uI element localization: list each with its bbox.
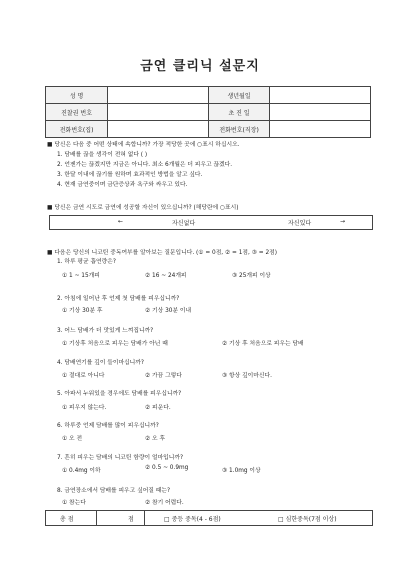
question-7: 7. 흔히 피우는 담배의 니코틴 함량이 얼마입니까? — [57, 455, 184, 461]
question-5: 5. 아파서 누워있을 경우에도 담배를 피우십니까? — [57, 391, 182, 397]
q3-option-1[interactable]: ① 기상후 처음으로 피우는 담배가 아닌 때 — [62, 341, 168, 347]
patient-info-table — [45, 86, 371, 138]
q1-option-2[interactable]: ② 16 ~ 24개피 — [145, 273, 187, 279]
section2-heading: ■ 당신은 금연 시도로 금연에 성공할 자신이 있으십니까? (해당란에 ○표시) — [47, 205, 239, 211]
home-phone-field[interactable] — [108, 121, 209, 138]
home-phone-label: 전화번호(집) — [46, 121, 108, 138]
chart-number-field[interactable] — [108, 104, 209, 121]
total-label: 총 점 — [60, 516, 74, 523]
q3-option-2[interactable]: ② 기상 후 처음으로 피우는 담배 — [222, 341, 304, 347]
confidence-scale[interactable] — [49, 215, 373, 230]
q5-option-1[interactable]: ① 피우지 않는다. — [62, 405, 107, 411]
q4-option-3[interactable]: ③ 항상 깊이마신다. — [222, 373, 272, 379]
question-2: 2. 아침에 일어난 후 언제 첫 담배를 피우십니까? — [57, 296, 180, 302]
question-1: 1. 하루 평균 흡연량은? — [57, 259, 116, 265]
q2-option-1[interactable]: ① 기상 30분 후 — [62, 308, 103, 314]
q7-option-3[interactable]: ③ 1.0mg 이상 — [222, 468, 261, 474]
work-phone-label: 전화번호(직장) — [209, 121, 269, 138]
section1-heading: ■ 당신은 다음 중 어떤 상태에 속합니까? 가장 적당한 곳에 ○표시 하십시오. — [47, 142, 240, 148]
first-visit-label: 초 진 일 — [209, 104, 269, 121]
q4-option-1[interactable]: ① 절대로 아니다 — [62, 373, 105, 379]
name-field[interactable] — [108, 87, 209, 104]
q1-option-3[interactable]: ③ 25개피 이상 — [232, 273, 271, 279]
q6-option-2[interactable]: ② 오 후 — [145, 436, 166, 442]
q2-option-2[interactable]: ② 기상 30분 이내 — [145, 308, 192, 314]
severe-addiction-checkbox[interactable]: □ 심한중독(7점 이상) — [278, 516, 337, 523]
stage-option-3[interactable]: 3. 한달 이내에 끊기를 원하며 효과적인 방법을 알고 싶다. — [57, 172, 203, 178]
question-3: 3. 어느 담배가 더 맛있게 느껴집니까? — [57, 328, 154, 334]
work-phone-field[interactable] — [269, 121, 370, 138]
confident-label: 자신있다 — [288, 220, 312, 227]
stage-option-4[interactable]: 4. 현재 금연중이며 금단증상과 욕구와 싸우고 있다. — [57, 182, 188, 188]
name-label: 성 명 — [46, 87, 108, 104]
q8-option-1[interactable]: ① 참는다 — [62, 500, 86, 506]
q1-option-1[interactable]: ① 1 ~ 15개피 — [62, 273, 100, 279]
q6-option-1[interactable]: ① 오 전 — [62, 436, 83, 442]
not-confident-label: 자신없다 — [172, 220, 196, 227]
section3-heading: ■ 다음은 당신의 니코틴 중독여부를 알아보는 질문입니다. (① = 0점, ② = 1점, ③ = 2점) — [47, 250, 277, 256]
birthdate-label: 생년월일 — [209, 87, 269, 104]
stage-option-2[interactable]: 2. 언젠가는 끊겠지만 지금은 아니다. 최소 6개월은 더 피우고 끊겠다. — [57, 162, 233, 168]
total-divider — [96, 511, 97, 525]
page-title: 금연 클리닉 설문지 — [140, 59, 260, 74]
total-unit: 점 — [128, 516, 134, 523]
total-score-row — [45, 510, 373, 526]
stage-option-1[interactable]: 1. 담배를 끊을 생각이 전혀 없다 ( ) — [57, 152, 148, 158]
right-arrow-icon: → — [340, 218, 346, 225]
total-divider-2 — [144, 511, 145, 525]
first-visit-field[interactable] — [269, 104, 370, 121]
q7-option-2[interactable]: ② 0.5 ~ 0.9mg — [145, 465, 189, 471]
q8-option-2[interactable]: ② 참기 어렵다. — [145, 500, 184, 506]
question-6: 6. 하루중 언제 담배를 많이 피우십니까? — [57, 423, 159, 429]
q4-option-2[interactable]: ② 가끔 그렇다 — [145, 373, 182, 379]
q7-option-1[interactable]: ① 0.4mg 이하 — [62, 468, 101, 474]
question-8: 8. 금연장소에서 담배를 피우고 싶어질 때는? — [57, 488, 171, 494]
q5-option-2[interactable]: ② 피운다. — [145, 405, 171, 411]
birthdate-field[interactable] — [269, 87, 370, 104]
chart-number-label: 진찰권 번호 — [46, 104, 108, 121]
question-4: 4. 담배연기를 깊이 들이마십니까? — [57, 360, 144, 366]
left-arrow-icon: ← — [118, 218, 124, 225]
moderate-addiction-checkbox[interactable]: □ 중등 중독(4 - 6점) — [164, 516, 221, 523]
